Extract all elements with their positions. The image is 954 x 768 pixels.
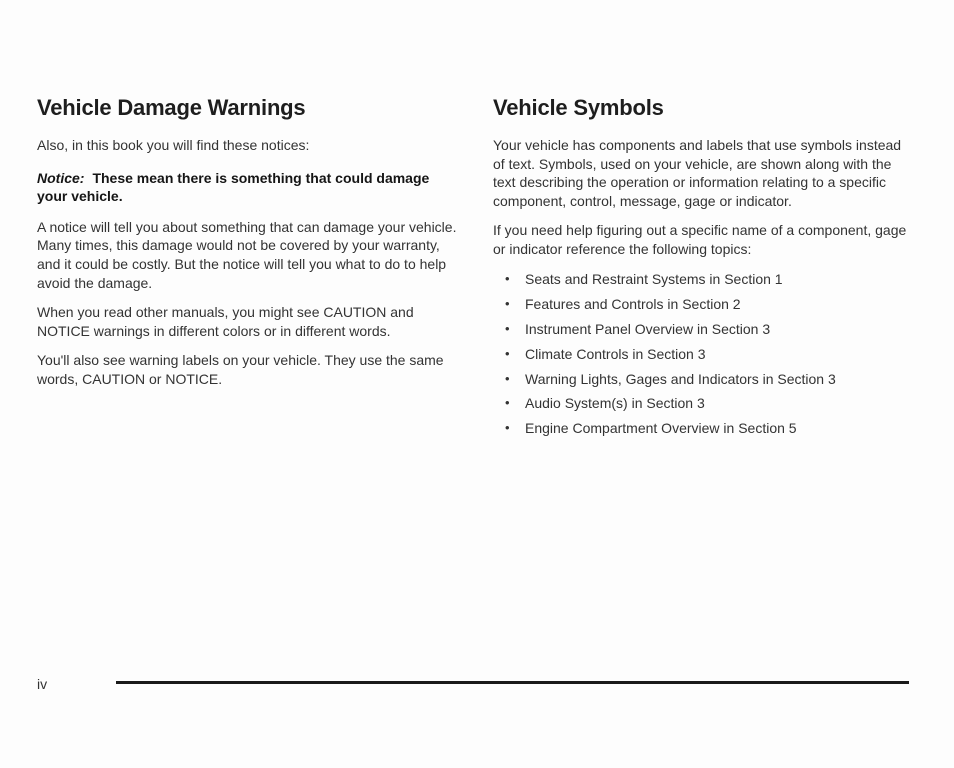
bullet-icon: • (505, 270, 510, 286)
list-item-text: Instrument Panel Overview in Section 3 (525, 320, 771, 337)
list-item-text: Engine Compartment Overview in Section 5 (525, 420, 797, 437)
list-item-text: Warning Lights, Gages and Indicators in Section 3 (525, 370, 836, 387)
notice-text: These mean there is something that could damage your vehicle. (37, 169, 430, 205)
footer-divider (116, 681, 909, 684)
bullet-icon: • (505, 370, 510, 386)
list-item-text: Audio System(s) in Section 3 (525, 395, 705, 412)
body-paragraph: A notice will tell you about something that can damage your vehicle. Many times, this damage would not be covered by your warranty, and it could be costly. But the notice will tell you what to do to help avoid the damage. (37, 218, 457, 291)
list-item-text: Climate Controls in Section 3 (525, 345, 706, 362)
topics-list (493, 270, 913, 439)
bullet-icon: • (505, 395, 510, 411)
list-item (493, 370, 913, 389)
list-item (493, 419, 913, 438)
body-paragraph: If you need help figuring out a specific name of a component, gage or indicator reference the following topics: (493, 222, 907, 257)
bullet-icon: • (505, 320, 510, 336)
list-item (493, 295, 913, 314)
bullet-icon: • (505, 295, 510, 311)
bullet-icon: • (505, 420, 510, 436)
list-item-text: Seats and Restraint Systems in Section 1 (525, 270, 783, 287)
notice-box (37, 169, 462, 206)
vehicle-damage-warnings-section (37, 93, 462, 400)
section-heading: Vehicle Damage Warnings (37, 95, 306, 120)
page-number: iv (37, 676, 48, 692)
body-paragraph: When you read other manuals, you might see CAUTION and NOTICE warnings in different colors or in different words. (37, 304, 414, 339)
list-item (493, 394, 913, 413)
body-paragraph: You'll also see warning labels on your vehicle. They use the same words, CAUTION or NOTICE. (37, 352, 444, 387)
list-item (493, 345, 913, 364)
notice-label: Notice: (37, 169, 85, 186)
list-item (493, 270, 913, 289)
body-paragraph: Your vehicle has components and labels that use symbols instead of text. Symbols, used on your vehicle, are shown along with the text describing the operation or information relating to a specific component, control, message, gage or indicator. (493, 137, 902, 209)
vehicle-symbols-section (493, 93, 913, 444)
list-item-text: Features and Controls in Section 2 (525, 295, 741, 312)
bullet-icon: • (505, 345, 510, 361)
list-item (493, 320, 913, 339)
section-heading: Vehicle Symbols (493, 95, 664, 120)
intro-paragraph: Also, in this book you will find these notices: (37, 137, 310, 153)
